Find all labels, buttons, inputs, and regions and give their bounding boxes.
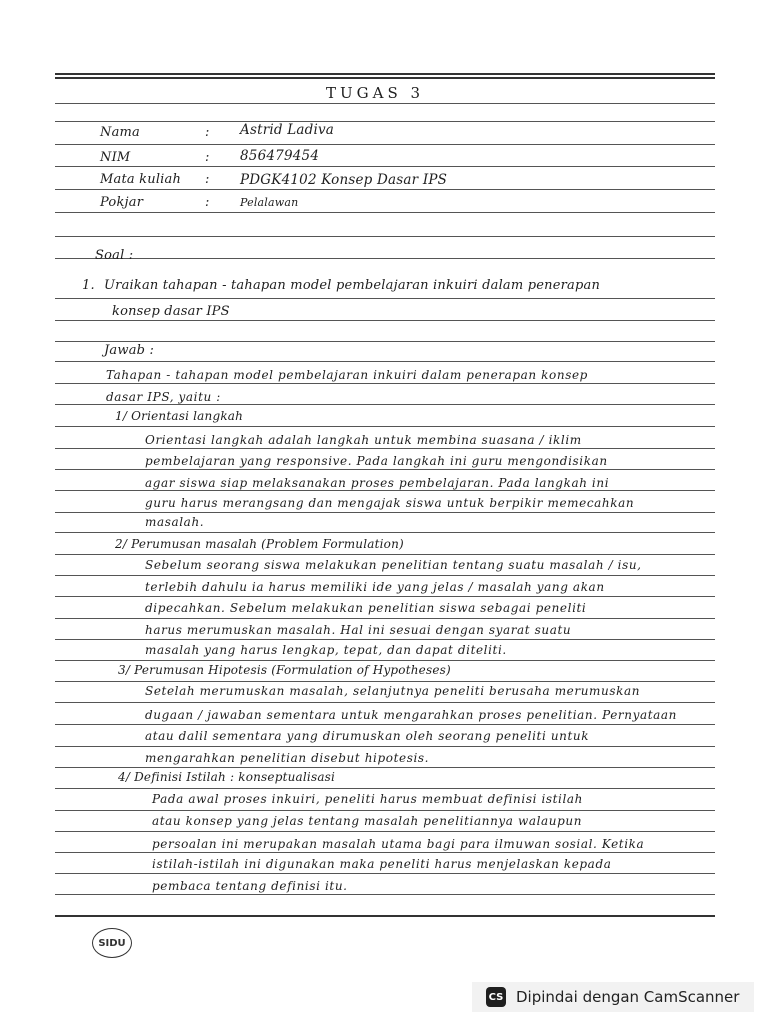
step-line: atau konsep yang jelas tentang masalah penelitiannya walaupun [152,814,583,828]
step-line: atau dalil sementara yang dirumuskan oleh seorang peneliti untuk [145,729,590,743]
intro-line: Tahapan - tahapan model pembelajaran inkuiri dalam penerapan konsep [106,368,588,382]
soal-label: Soal : [95,248,134,263]
ruled-line [55,448,715,449]
ruled-line [55,618,715,619]
ruled-line [55,767,715,768]
ruled-line [55,810,715,811]
identity-label-mata-kuliah: Mata kuliah [100,172,182,187]
ruled-line [55,490,715,491]
identity-colon: : [205,172,210,187]
ruled-line [55,320,715,321]
ruled-line [55,258,715,259]
ruled-line [55,596,715,597]
ruled-line [55,77,715,79]
ruled-line [55,236,715,237]
ruled-line [55,660,715,661]
page-title: TUGAS 3 [326,84,425,102]
jawab-label: Jawab : [104,343,155,358]
ruled-line [55,724,715,725]
question-number: 1. [82,278,95,293]
step-line: Sebelum seorang siswa melakukan penelitian tentang suatu masalah / isu, [145,558,642,572]
ruled-line [55,103,715,104]
ruled-line [55,532,715,533]
step-line: Pada awal proses inkuiri, peneliti harus membuat definisi istilah [152,792,584,806]
ruled-line [55,361,715,362]
step-line: harus merumuskan masalah. Hal ini sesuai dengan syarat suatu [145,623,572,637]
step-line: masalah. [145,515,205,529]
ruled-line [55,144,715,145]
step-line: istilah-istilah ini digunakan maka peneliti harus menjelaskan kepada [152,857,612,871]
ruled-line [55,298,715,299]
step-heading: 1/ Orientasi langkah [115,409,244,423]
step-line: pembaca tentang definisi itu. [152,879,348,893]
ruled-line [55,639,715,640]
ruled-line [55,788,715,789]
step-line: Setelah merumuskan masalah, selanjutnya peneliti berusaha merumuskan [145,684,641,698]
identity-label-nama: Nama [100,125,141,140]
identity-label-nim: NIM [100,150,131,165]
ruled-line [55,383,715,384]
step-line: dipecahkan. Sebelum melakukan penelitian siswa sebagai peneliti [145,601,587,615]
step-line: masalah yang harus lengkap, tepat, dan dapat diteliti. [145,643,507,657]
identity-colon: : [205,150,210,165]
ruled-line [55,554,715,555]
step-heading: 2/ Perumusan masalah (Problem Formulation) [115,537,404,551]
camscanner-caption: Dipindai dengan CamScanner [516,988,740,1006]
step-line: agar siswa siap melaksanakan proses pembelajaran. Pada langkah ini [145,476,610,490]
intro-line: dasar IPS, yaitu : [106,390,221,404]
ruled-line [55,166,715,167]
ruled-line [55,873,715,874]
camscanner-watermark [472,982,754,1012]
sidu-logo-stamp [92,928,132,958]
identity-value-nim: 856479454 [240,148,320,164]
ruled-line [55,469,715,470]
step-heading: 4/ Definisi Istilah : konseptualisasi [118,770,336,784]
ruled-line [55,831,715,832]
ruled-line [55,426,715,427]
ruled-line [55,746,715,747]
ruled-line [55,512,715,513]
step-line: Orientasi langkah adalah langkah untuk membina suasana / iklim [145,433,582,447]
stamp-text: SIDU [98,937,126,949]
ruled-line [55,852,715,853]
identity-value-mata-kuliah: PDGK4102 Konsep Dasar IPS [240,172,448,188]
step-line: mengarahkan penelitian disebut hipotesis. [145,751,430,765]
ruled-line [55,575,715,576]
step-line: guru harus merangsang dan mengajak siswa untuk berpikir memecahkan [145,496,635,510]
ruled-line [55,681,715,682]
ruled-line [55,404,715,405]
ruled-line [55,915,715,917]
camscanner-logo-text: CS [488,991,504,1003]
ruled-line [55,894,715,895]
ruled-line [55,73,715,75]
question-line: konsep dasar IPS [112,304,230,319]
ruled-line [55,341,715,342]
step-line: dugaan / jawaban sementara untuk mengarahkan proses penelitian. Pernyataan [145,708,677,722]
identity-colon: : [205,125,210,140]
ruled-line [55,212,715,213]
step-heading: 3/ Perumusan Hipotesis (Formulation of Hypotheses) [118,663,451,677]
identity-colon: : [205,195,210,210]
step-line: terlebih dahulu ia harus memiliki ide yang jelas / masalah yang akan [145,580,605,594]
camscanner-logo-icon [486,987,506,1007]
ruled-line [55,702,715,703]
identity-value-nama: Astrid Ladiva [240,122,335,138]
identity-label-pokjar: Pokjar [100,195,144,210]
identity-value-pokjar: Pelalawan [240,196,299,209]
ruled-line [55,189,715,190]
step-line: pembelajaran yang responsive. Pada langkah ini guru mengondisikan [145,454,608,468]
step-line: persoalan ini merupakan masalah utama bagi para ilmuwan sosial. Ketika [152,837,645,851]
ruled-line [55,121,715,122]
question-line: Uraikan tahapan - tahapan model pembelajaran inkuiri dalam penerapan [104,278,601,293]
